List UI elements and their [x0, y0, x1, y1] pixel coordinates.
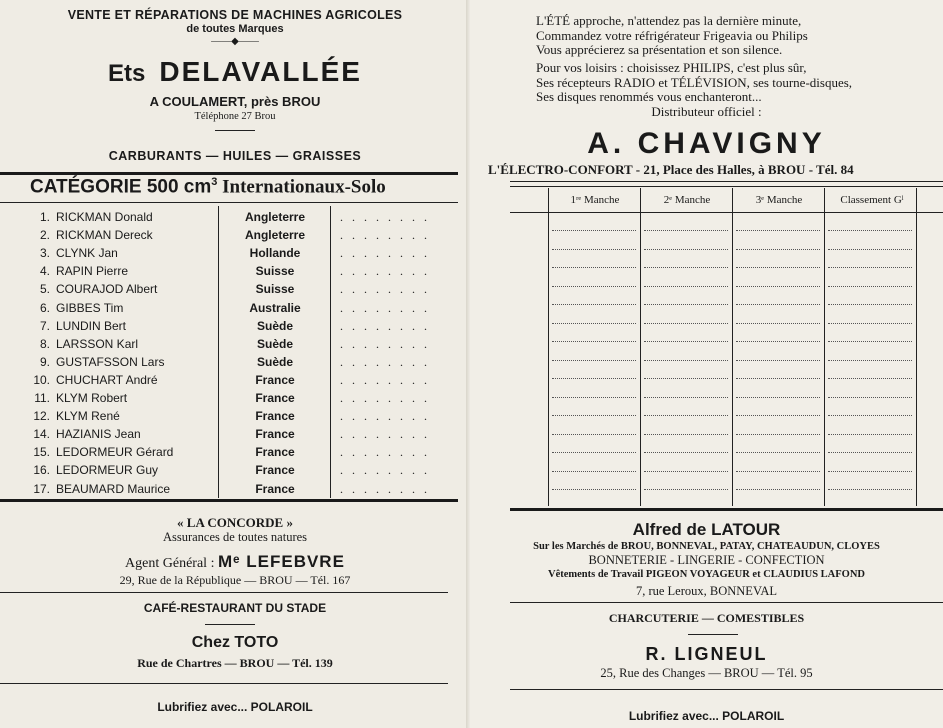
col-header-2: 2ᵉ Manche — [663, 194, 711, 206]
rider-number: 3. — [39, 246, 50, 261]
rider-fullname: RAPIN Pierre — [56, 264, 129, 279]
rider-name — [28, 282, 218, 296]
distributeur-label: Distributeur officiel : — [651, 104, 762, 119]
latour-address: 7, rue Leroux, BONNEVAL — [635, 584, 778, 598]
ligneul-name: R. LIGNEUL — [645, 644, 768, 664]
results-dotted-line — [736, 249, 820, 250]
results-dotted-line — [552, 378, 636, 379]
header-line-1: VENTE ET RÉPARATIONS DE MACHINES AGRICOLES — [67, 8, 403, 22]
rider-dots: . . . . . . . . — [340, 372, 430, 387]
results-dotted-line — [736, 397, 820, 398]
rider-country: France — [255, 481, 295, 496]
chez-toto: Chez TOTO — [191, 634, 279, 651]
rider-dots: . . . . . . . . — [340, 427, 430, 442]
rider-name — [28, 463, 218, 477]
rider-row — [0, 355, 460, 373]
rider-name — [28, 319, 218, 333]
rider-country: France — [255, 427, 295, 442]
rider-country: Angleterre — [244, 210, 306, 224]
results-dotted-line — [644, 397, 728, 398]
rider-fullname: CHUCHART André — [56, 372, 158, 387]
rider-country: France — [255, 372, 295, 387]
rider-name — [28, 337, 218, 351]
rider-fullname: KLYM Robert — [56, 391, 128, 405]
agent-address: 29, Rue de la République — BROU — Tél. 167 — [119, 573, 351, 587]
results-dotted-line — [644, 267, 728, 268]
charc-short-rule — [688, 634, 738, 635]
ets-title: Ets DELAVALLÉE — [108, 56, 362, 87]
rider-row — [0, 264, 460, 282]
rider-number: 17. — [33, 481, 50, 496]
category-bottom-rule — [0, 202, 458, 203]
ete-paragraph: L'ÉTÉ approche, n'attendez pas la dernière minute, Commandez votre réfrigérateur Frigeavia ou Philips Vous apprécierez sa présentation et son silence. — [536, 13, 808, 57]
rider-fullname: CLYNK Jan — [56, 246, 118, 261]
rider-number: 2. — [39, 228, 50, 243]
rider-name — [28, 391, 218, 405]
results-dotted-line — [644, 341, 728, 342]
results-dotted-line — [644, 323, 728, 324]
rider-number: 5. — [39, 282, 50, 297]
col-header-4: Classement Gˡ — [840, 194, 904, 206]
rider-row — [0, 337, 460, 355]
col-header-3: 3ᵉ Manche — [755, 194, 803, 206]
diamond-ornament: ——◆—— — [211, 36, 259, 47]
rider-country: Angleterre — [244, 228, 306, 243]
rider-country: Suède — [256, 354, 293, 369]
rider-row — [0, 427, 460, 445]
ligneul-address: 25, Rue des Changes — BROU — Tél. 95 — [600, 666, 813, 680]
chavigny-title: A. CHAVIGNY — [587, 127, 826, 160]
rider-fullname: LUNDIN Bert — [56, 318, 127, 333]
latour-work: Vêtements de Travail PIGEON VOYAGEUR et CLAUDIUS LAFOND — [547, 569, 866, 580]
rider-row — [0, 228, 460, 246]
rider-fullname: KLYM René — [56, 409, 120, 424]
results-dotted-line — [552, 323, 636, 324]
results-dotted-line — [736, 304, 820, 305]
results-dotted-line — [644, 230, 728, 231]
rider-name — [28, 301, 218, 315]
results-dotted-line — [736, 230, 820, 231]
results-dotted-line — [644, 489, 728, 490]
results-dotted-line — [828, 397, 912, 398]
rider-number: 1. — [39, 210, 50, 224]
rider-number: 11. — [34, 391, 50, 405]
rider-number: 6. — [39, 300, 50, 315]
rider-row — [0, 301, 460, 319]
rider-country: France — [255, 391, 295, 405]
results-dotted-line — [828, 452, 912, 453]
table-header-rule — [510, 212, 943, 213]
rider-fullname: HAZIANIS Jean — [56, 427, 141, 442]
results-dotted-line — [828, 489, 912, 490]
rider-dots: . . . . . . . . — [340, 336, 430, 351]
results-dotted-line — [736, 471, 820, 472]
rider-country: Suède — [256, 318, 293, 333]
results-dotted-line — [828, 378, 912, 379]
rider-fullname: RICKMAN Donald — [56, 210, 153, 224]
rider-number: 8. — [39, 336, 50, 351]
rider-row — [0, 282, 460, 300]
results-dotted-line — [828, 360, 912, 361]
rider-dots: . . . . . . . . — [340, 354, 430, 369]
rider-row — [0, 445, 460, 463]
rider-country: France — [255, 409, 295, 424]
rider-number: 7. — [39, 318, 50, 333]
header-line-2: de toutes Marques — [186, 23, 284, 35]
rider-number: 4. — [39, 264, 50, 279]
results-dotted-line — [828, 249, 912, 250]
latour-name: Alfred de LATOUR — [632, 520, 781, 539]
rider-name — [28, 210, 218, 224]
short-rule — [215, 130, 255, 131]
rider-number: 16. — [33, 463, 50, 478]
results-dotted-line — [736, 267, 820, 268]
rider-row — [0, 463, 460, 481]
rider-dots: . . . . . . . . — [340, 445, 430, 460]
results-dotted-line — [552, 267, 636, 268]
cafe-short-rule — [205, 624, 255, 625]
rider-number: 14. — [33, 427, 50, 442]
results-dotted-line — [552, 415, 636, 416]
loisirs-paragraph: Pour vos loisirs : choisissez PHILIPS, c'est plus sûr, Ses récepteurs RADIO et TÉLÉVISION, ses tourne-disques, Ses disques renommés vous enchanteront... — [536, 60, 853, 104]
results-dotted-line — [552, 397, 636, 398]
results-dotted-line — [552, 341, 636, 342]
products-line: CARBURANTS — HUILES — GRAISSES — [108, 149, 362, 163]
results-dotted-line — [828, 304, 912, 305]
right-page — [470, 0, 943, 728]
rider-name — [28, 482, 218, 496]
latour-goods: BONNETERIE - LINGERIE - CONFECTION — [588, 553, 825, 567]
rider-dots: . . . . . . . . — [340, 246, 430, 261]
rider-dots: . . . . . . . . — [340, 228, 430, 243]
results-dotted-line — [552, 230, 636, 231]
concorde-name: « LA CONCORDE » — [177, 515, 293, 530]
rider-fullname: BEAUMARD Maurice — [56, 481, 171, 496]
results-dotted-line — [552, 452, 636, 453]
rider-country: Australie — [249, 300, 301, 315]
lub-top-rule — [0, 683, 448, 684]
results-dotted-line — [644, 286, 728, 287]
rider-dots: . . . . . . . . — [340, 481, 430, 496]
rider-country: Suisse — [255, 264, 295, 279]
results-dotted-line — [552, 304, 636, 305]
rider-dots: . . . . . . . . — [340, 409, 430, 424]
results-dotted-line — [552, 249, 636, 250]
results-dotted-line — [552, 360, 636, 361]
charcuterie-line: CHARCUTERIE — COMESTIBLES — [608, 611, 805, 625]
rider-number: 15. — [33, 445, 50, 460]
rider-fullname: GUSTAFSSON Lars — [56, 354, 165, 369]
concorde-subtitle: Assurances de toutes natures — [162, 530, 308, 544]
results-dotted-line — [736, 286, 820, 287]
charc-top-rule — [510, 602, 943, 603]
results-dotted-line — [552, 286, 636, 287]
rider-name — [28, 355, 218, 369]
left-page — [0, 0, 470, 728]
rider-row — [0, 373, 460, 391]
table-top-rule — [510, 181, 943, 182]
rider-fullname: LARSSON Karl — [56, 336, 139, 351]
results-dotted-line — [552, 489, 636, 490]
rider-dots: . . . . . . . . — [340, 300, 430, 315]
rider-dots: . . . . . . . . — [340, 210, 430, 224]
rider-fullname: LEDORMEUR Gérard — [56, 445, 174, 460]
results-dotted-line — [828, 434, 912, 435]
results-dotted-line — [736, 489, 820, 490]
results-dotted-line — [828, 230, 912, 231]
rider-row — [0, 482, 460, 500]
results-dotted-line — [736, 323, 820, 324]
results-dotted-line — [736, 360, 820, 361]
rider-fullname: COURAJOD Albert — [56, 282, 158, 297]
cafe-name: CAFÉ-RESTAURANT DU STADE — [143, 601, 327, 615]
rider-name — [28, 264, 218, 278]
rider-dots: . . . . . . . . — [340, 264, 430, 279]
results-dotted-line — [828, 286, 912, 287]
ets-telephone: Téléphone 27 Brou — [194, 111, 276, 122]
rider-number: 12. — [33, 409, 50, 424]
results-dotted-line — [552, 434, 636, 435]
table-vline-3 — [732, 188, 733, 506]
table-vline-2 — [640, 188, 641, 506]
results-dotted-line — [736, 341, 820, 342]
rider-country: France — [255, 463, 295, 478]
rider-country: Suède — [256, 336, 293, 351]
results-dotted-line — [644, 304, 728, 305]
results-dotted-line — [736, 378, 820, 379]
cafe-top-rule — [0, 592, 448, 593]
rider-row — [0, 409, 460, 427]
results-dotted-line — [736, 415, 820, 416]
rider-name — [28, 445, 218, 459]
category-title: CATÉGORIE 500 $cm^3$ Internationaux-Solo — [30, 176, 386, 198]
results-dotted-line — [552, 471, 636, 472]
rider-bottom-rule — [0, 499, 458, 502]
rider-dots: . . . . . . . . — [340, 391, 430, 405]
lubrifiez-left: Lubrifiez avec... POLAROIL — [157, 700, 313, 714]
results-dotted-line — [644, 452, 728, 453]
results-dotted-line — [828, 415, 912, 416]
table-vline-5 — [916, 188, 917, 506]
rider-dots: . . . . . . . . — [340, 463, 430, 478]
rider-name — [28, 228, 218, 242]
results-dotted-line — [644, 360, 728, 361]
results-dotted-line — [644, 434, 728, 435]
rider-number: 10. — [33, 372, 50, 387]
rider-country: Hollande — [249, 246, 301, 261]
latour-markets: Sur les Marchés de BROU, BONNEVAL, PATAY, CHATEAUDUN, CLOYES — [533, 541, 880, 552]
table-vline-1 — [548, 188, 549, 506]
results-dotted-line — [736, 434, 820, 435]
results-dotted-line — [644, 249, 728, 250]
results-dotted-line — [644, 471, 728, 472]
rider-row — [0, 246, 460, 264]
rider-name — [28, 409, 218, 423]
results-dotted-line — [736, 452, 820, 453]
results-dotted-line — [644, 378, 728, 379]
rider-row — [0, 391, 460, 409]
rider-fullname: RICKMAN Dereck — [56, 228, 153, 243]
lubrifiez-right: Lubrifiez avec... POLAROIL — [628, 709, 785, 723]
agent-line: Agent Général : Mᵉ LEFEBVRE — [125, 552, 345, 571]
rider-name — [28, 373, 218, 387]
rider-dots: . . . . . . . . — [340, 318, 430, 333]
chez-address: Rue de Chartres — BROU — Tél. 139 — [137, 656, 333, 670]
results-dotted-line — [828, 471, 912, 472]
results-dotted-line — [644, 415, 728, 416]
rider-row — [0, 210, 460, 228]
rider-row — [0, 319, 460, 337]
table-top-rule-2 — [510, 186, 943, 187]
ets-address: A COULAMERT, près BROU — [149, 94, 321, 109]
results-dotted-line — [828, 323, 912, 324]
results-dotted-line — [828, 341, 912, 342]
rider-dots: . . . . . . . . — [340, 282, 430, 297]
table-bottom-rule — [510, 508, 943, 511]
rider-country: France — [255, 445, 295, 460]
rider-fullname: LEDORMEUR Guy — [56, 463, 159, 478]
lub-top-rule-right — [510, 689, 943, 690]
rider-country: Suisse — [255, 282, 295, 297]
table-vline-4 — [824, 188, 825, 506]
rider-number: 9. — [39, 354, 50, 369]
category-top-rule — [0, 172, 458, 175]
electro-confort-line: L'ÉLECTRO-CONFORT - 21, Place des Halles, à BROU - Tél. 84 — [488, 162, 854, 177]
results-dotted-line — [828, 267, 912, 268]
rider-name — [28, 427, 218, 441]
col-header-1: 1ʳᵉ Manche — [570, 194, 620, 206]
rider-fullname: GIBBES Tim — [56, 300, 124, 315]
rider-name — [28, 246, 218, 260]
